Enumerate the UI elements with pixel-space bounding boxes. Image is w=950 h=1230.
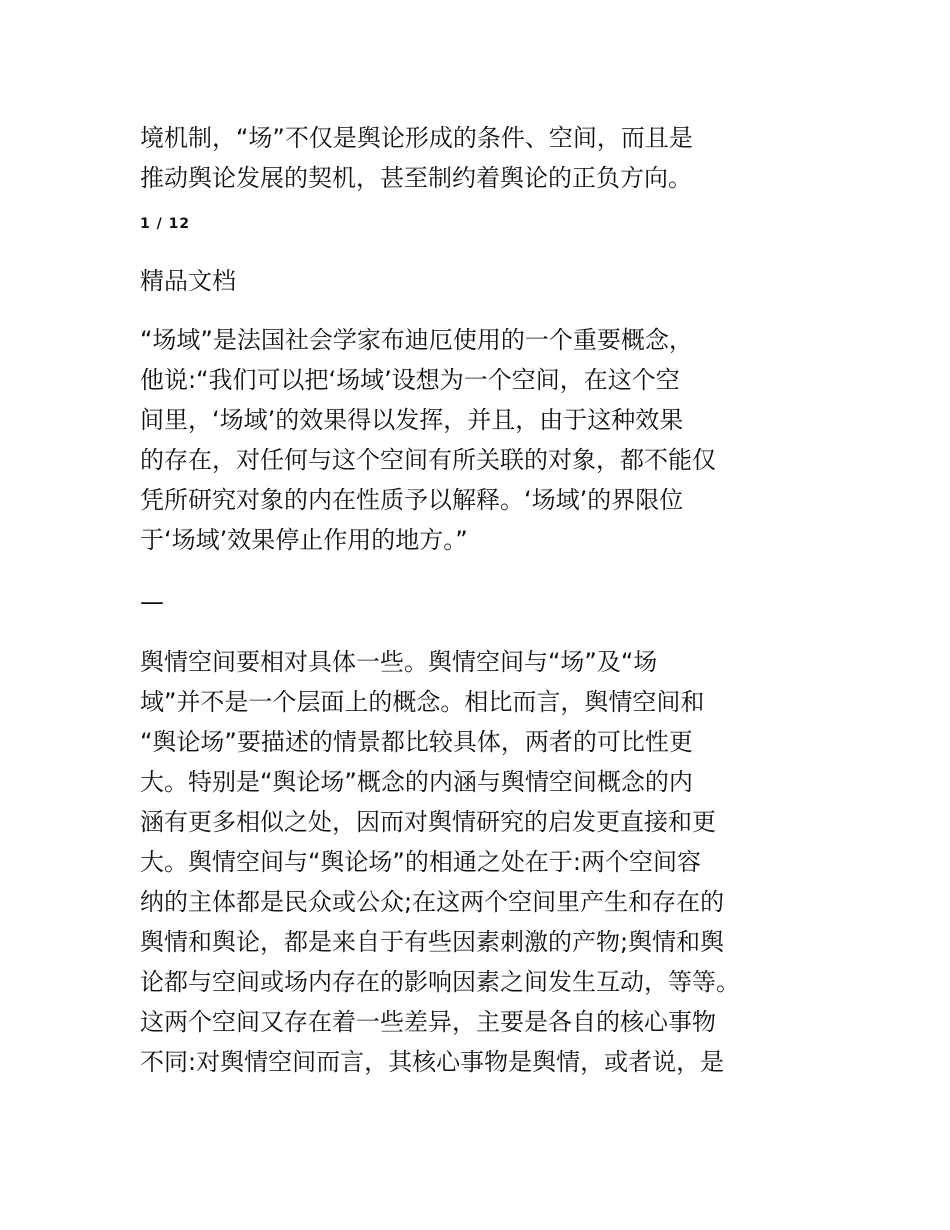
text-line: 涵有更多相似之处，因而对舆情研究的启发更直接和更 [140,808,716,836]
text-line: 于‘场域’效果停止作用的地方。” [140,526,468,554]
paragraph-public-opinion-space [140,642,805,1082]
page-number: 1 / 12 [140,216,191,232]
text-line: 不同:对舆情空间而言，其核心事物是舆情，或者说，是 [140,1048,725,1076]
text-line: 论都与空间或场内存在的影响因素之间发生互动，等等。 [140,968,740,996]
text-line: 他说:“我们可以把‘场域’设想为一个空间，在这个空 [140,366,680,394]
text-line: 纳的主体都是民众或公众;在这两个空间里产生和存在的 [140,888,725,916]
text-line: 间里，‘场域’的效果得以发挥，并且，由于这种效果 [140,406,684,434]
paragraph-field-concept [140,320,805,560]
text-line: 推动舆论发展的契机，甚至制约着舆论的正负方向。 [140,164,692,192]
text-line: 的存在，对任何与这个空间有所关联的对象，都不能仅 [140,446,716,474]
document-watermark-title: 精品文档 [140,267,236,295]
text-line: “舆论场”要描述的情景都比较具体，两者的可比性更 [140,728,693,756]
text-line: 大。舆情空间与“舆论场”的相通之处在于:两个空间容 [140,848,701,876]
text-line: 舆情空间要相对具体一些。舆情空间与“场”及“场 [140,648,658,676]
paragraph-continuation [140,118,805,198]
text-line: “场域”是法国社会学家布迪厄使用的一个重要概念， [140,326,693,354]
text-line: 舆情和舆论，都是来自于有些因素刺激的产物;舆情和舆 [140,928,725,956]
section-dash: — [140,588,164,616]
text-line: 域”并不是一个层面上的概念。相比而言，舆情空间和 [140,688,705,716]
text-line: 这两个空间又存在着一些差异，主要是各自的核心事物 [140,1008,716,1036]
text-line: 大。特别是“舆论场”概念的内涵与舆情空间概念的内 [140,768,693,796]
text-line: 境机制，“场”不仅是舆论形成的条件、空间，而且是 [140,124,693,152]
text-line: 凭所研究对象的内在性质予以解释。‘场域’的界限位 [140,486,684,514]
